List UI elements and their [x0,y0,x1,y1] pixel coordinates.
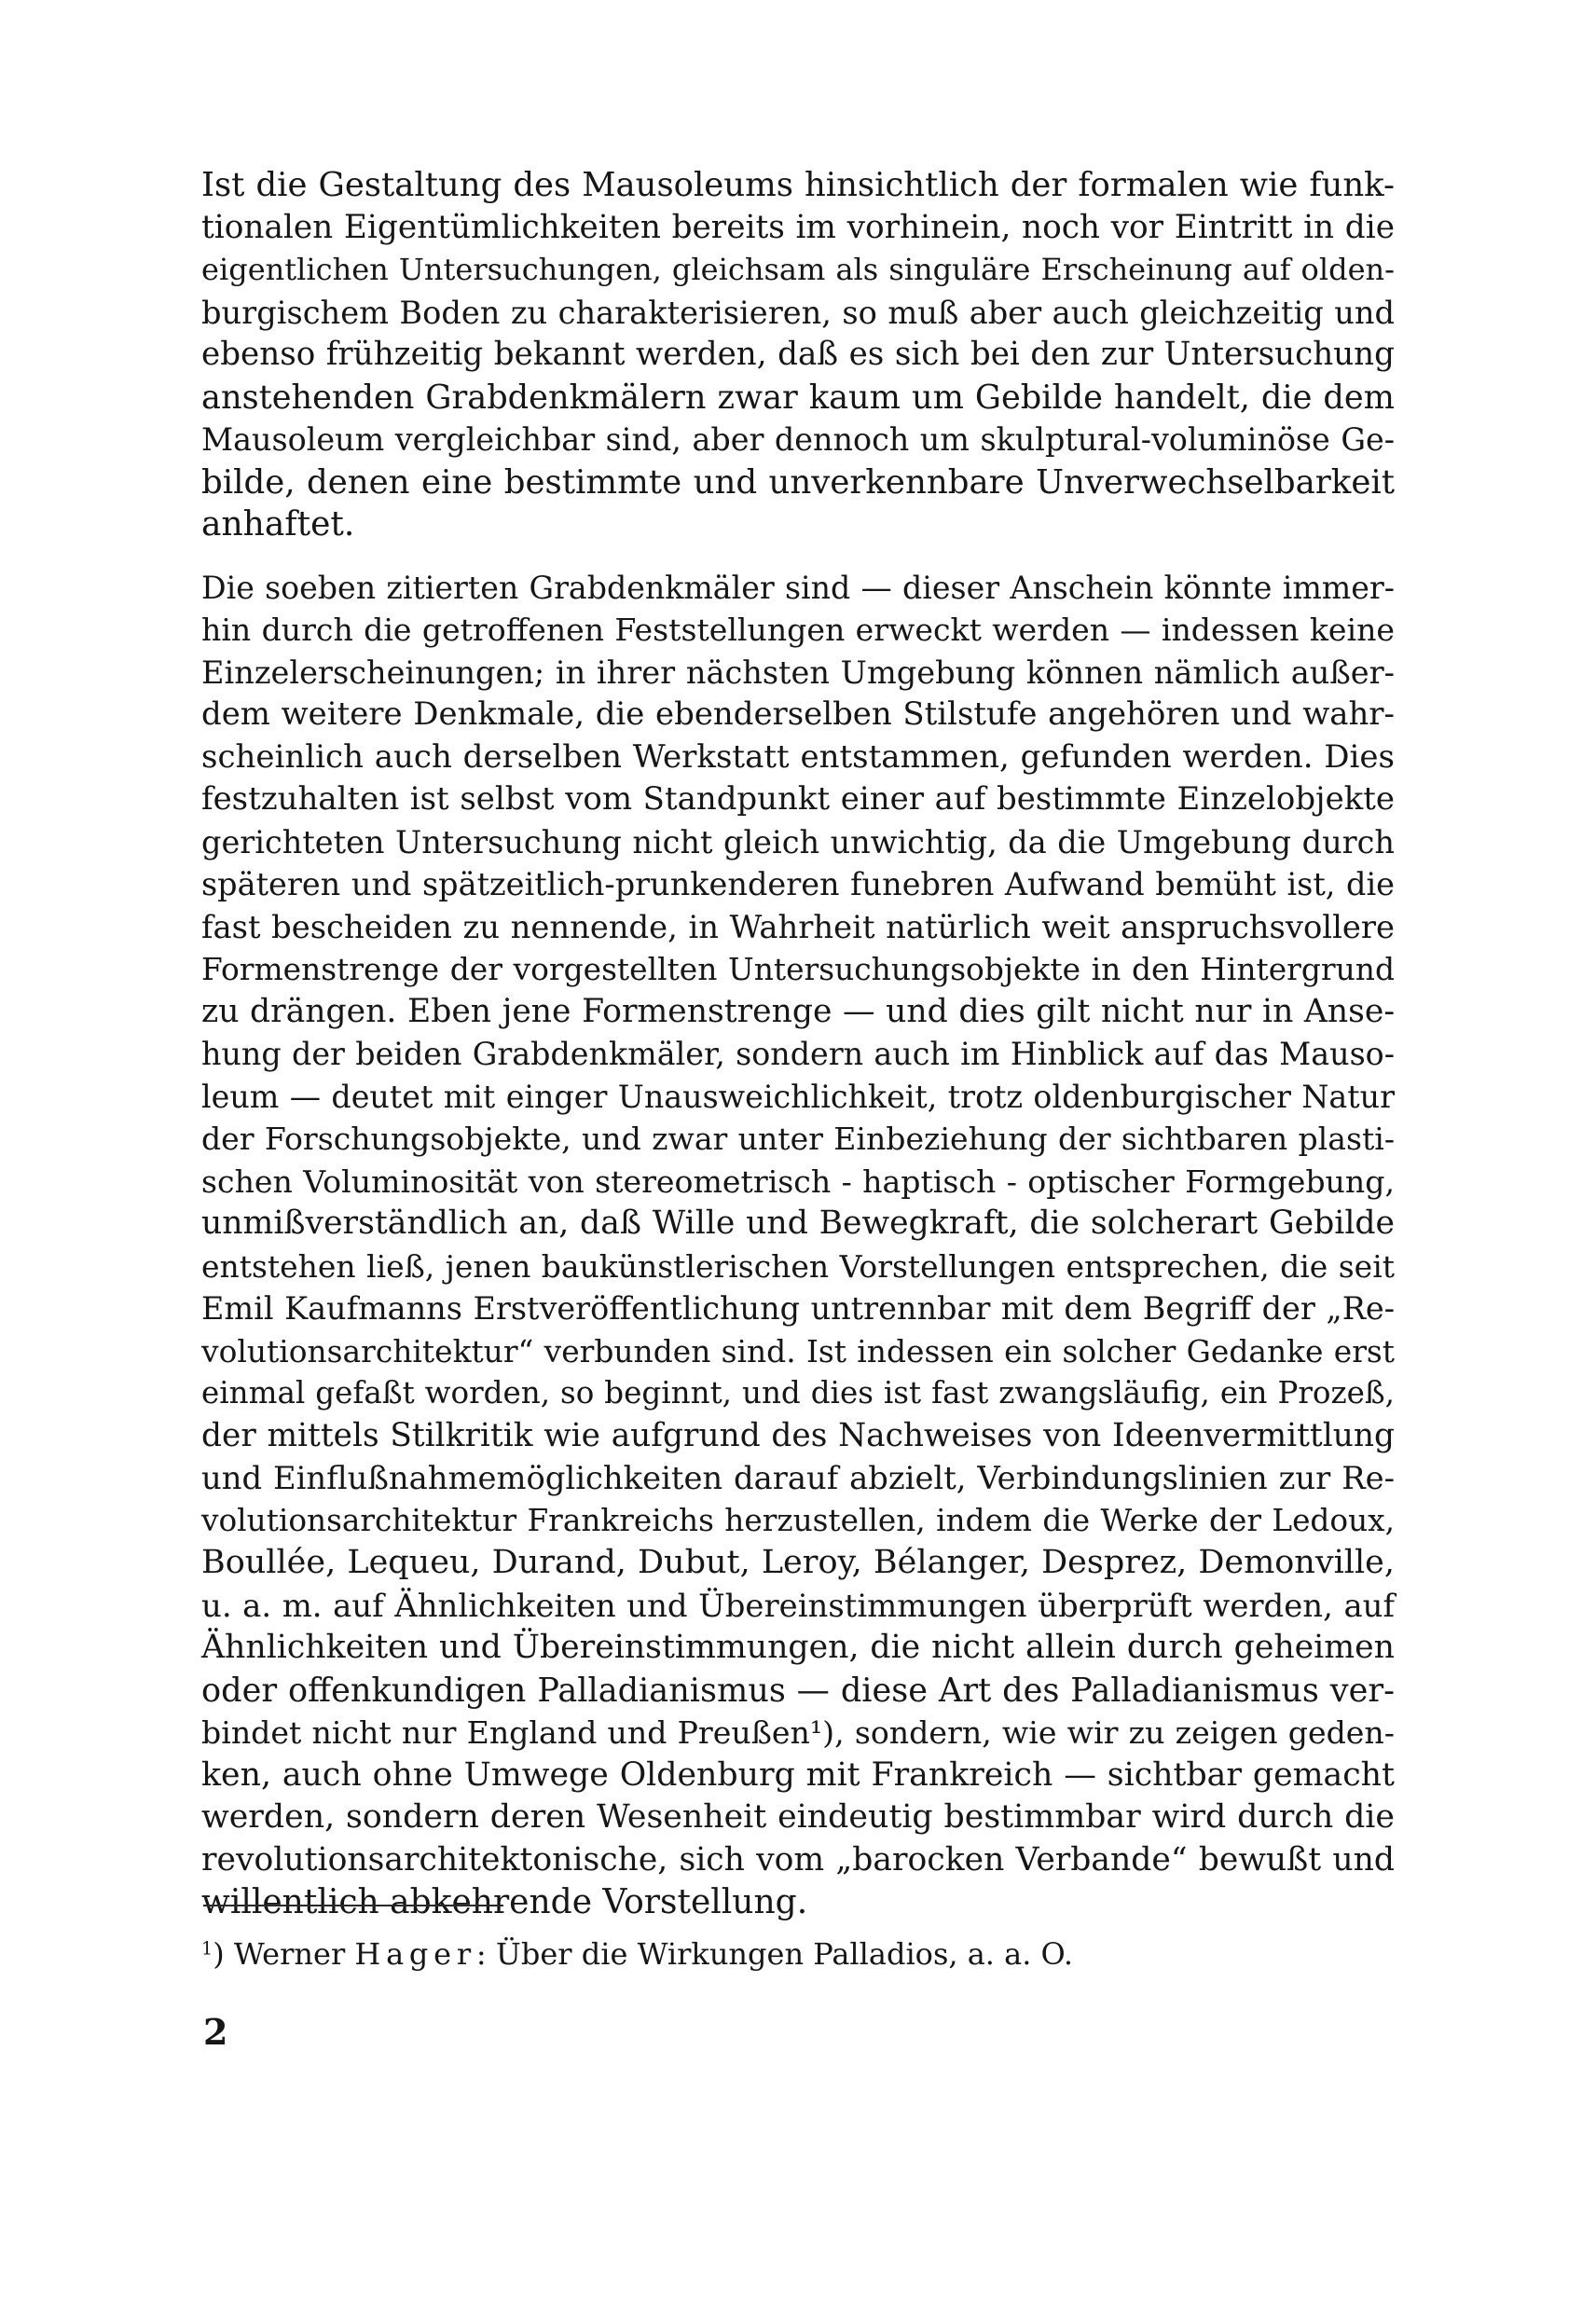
text-line: burgischem Boden zu charakterisieren, so muß aber auch gleichzeitig und [201,294,1395,331]
text-line: Emil Kaufmanns Erstveröffentlichung untrennbar mit dem Begriff der „Re- [201,1290,1395,1327]
text-line: revolutionsarchitektonische, sich vom „barocken Verbande“ bewußt und [201,1840,1395,1878]
text-line: Ist die Gestaltung des Mausoleums hinsichtlich der formalen wie funk- [201,166,1395,204]
text-line: volutionsarchitektur“ verbunden sind. Ist indessen ein solcher Gedanke erst [201,1332,1395,1369]
text-line: dem weitere Denkmale, die ebenderselben Stilstufe angehören und wahr- [201,696,1395,733]
text-line: bindet nicht nur England und Preußen¹), sondern, wie wir zu zeigen geden- [201,1714,1395,1751]
text-line: entstehen ließ, jenen baukünstlerischen Vorstellungen entsprechen, die seit [201,1247,1395,1285]
text-line: Ähnlichkeiten und Übereinstimmungen, die nicht allein durch geheimen [201,1629,1395,1666]
text-line: unmißverständlich an, daß Wille und Bewegkraft, die solcherart Gebilde [201,1204,1395,1242]
text-line: eigentlichen Untersuchungen, gleichsam als singuläre Erscheinung auf olden- [201,252,1395,287]
text-line: scheinlich auch derselben Werkstatt entstammen, gefunden werden. Dies [201,737,1395,776]
text-line: der Forschungsobjekte, und zwar unter Einbeziehung der sichtbaren plasti- [201,1121,1395,1157]
text-line: werden, sondern deren Wesenheit eindeutig bestimmbar wird durch die [201,1798,1395,1836]
footnote-marker: 1 [201,1937,213,1960]
text-line: Einzelerscheinungen; in ihrer nächsten Umgebung können nämlich außer- [201,654,1395,691]
footnote-author-surname: Hager [354,1936,476,1972]
text-line: bilde, denen eine bestimmte und unverkennbare Unverwechselbarkeit [201,462,1395,502]
text-line: u. a. m. auf Ähnlichkeiten und Übereinstimmungen überprüft werden, auf [201,1587,1395,1624]
text-line: ebenso frühzeitig bekannt werden, daß es sich bei den zur Untersuchung [201,336,1395,373]
text-line: späteren und spätzeitlich-prunkenderen funebren Aufwand bemüht ist, die [201,866,1395,902]
text-line: der mittels Stilkritik wie aufgrund des Nachweises von Ideenvermittlung [201,1416,1395,1454]
footnote [201,1935,1073,1973]
text-line: oder offenkundigen Palladianismus — diese Art des Palladianismus ver- [201,1671,1395,1710]
text-line: leum — deutet mit einger Unausweichlichkeit, trotz oldenburgischer Natur [201,1078,1395,1115]
text-line: anhaftet. [201,505,355,544]
text-line: fast bescheiden zu nennende, in Wahrheit natürlich weit anspruchsvollere [201,908,1395,945]
paragraph [201,567,1395,1924]
footnote-text: : Über die Wirkungen Palladios, a. a. O. [475,1936,1074,1972]
text-line: und Einflußnahmemöglichkeiten darauf abzielt, Verbindungslinien zur Re- [201,1460,1395,1496]
paragraph [201,164,1395,546]
text-line: hung der beiden Grabdenkmäler, sondern auch im Hinblick auf das Mauso- [201,1036,1395,1072]
text-line: willentlich abkehrende Vorstellung. [201,1883,808,1921]
text-line: ken, auch ohne Umwege Oldenburg mit Frankreich — sichtbar gemacht [201,1755,1395,1794]
text-line: Formenstrenge der vorgestellten Untersuchungsobjekte in den Hintergrund [201,951,1395,987]
text-line: festzuhalten ist selbst vom Standpunkt einer auf bestimmte Einzelobjekte [201,780,1395,818]
text-line: zu drängen. Eben jene Formenstrenge — und dies gilt nicht nur in Anse- [201,992,1395,1030]
text-line: schen Voluminosität von stereometrisch - haptisch - optischer Formgebung, [201,1163,1395,1200]
text-line: einmal gefaßt worden, so beginnt, und dies ist fast zwangsläufig, ein Prozeß, [201,1375,1395,1411]
text-line: tionalen Eigentümlichkeiten bereits im vorhinein, noch vor Eintritt in die [201,208,1395,246]
footnote-prefix: ) Werner [213,1936,355,1972]
text-line: anstehenden Grabdenkmälern zwar kaum um Gebilde handelt, die dem [201,378,1395,417]
page-number: 2 [203,2011,228,2053]
text-line: gerichteten Untersuchung nicht gleich unwichtig, da die Umgebung durch [201,823,1395,860]
text-line: hin durch die getroffenen Feststellungen erweckt werden — indessen keine [201,612,1395,648]
body-text [201,164,1395,1924]
text-line: Boullée, Lequeu, Durand, Dubut, Leroy, Bélanger, Desprez, Demonville, [201,1544,1395,1581]
text-line: Mausoleum vergleichbar sind, aber dennoch um skulptural-voluminöse Ge- [201,421,1395,458]
text-line: Die soeben zitierten Grabdenkmäler sind — dieser Anschein könnte immer- [201,569,1395,606]
footnote-separator [203,1905,503,1906]
text-line: volutionsarchitektur Frankreichs herzustellen, indem die Werke der Ledoux, [201,1502,1395,1538]
